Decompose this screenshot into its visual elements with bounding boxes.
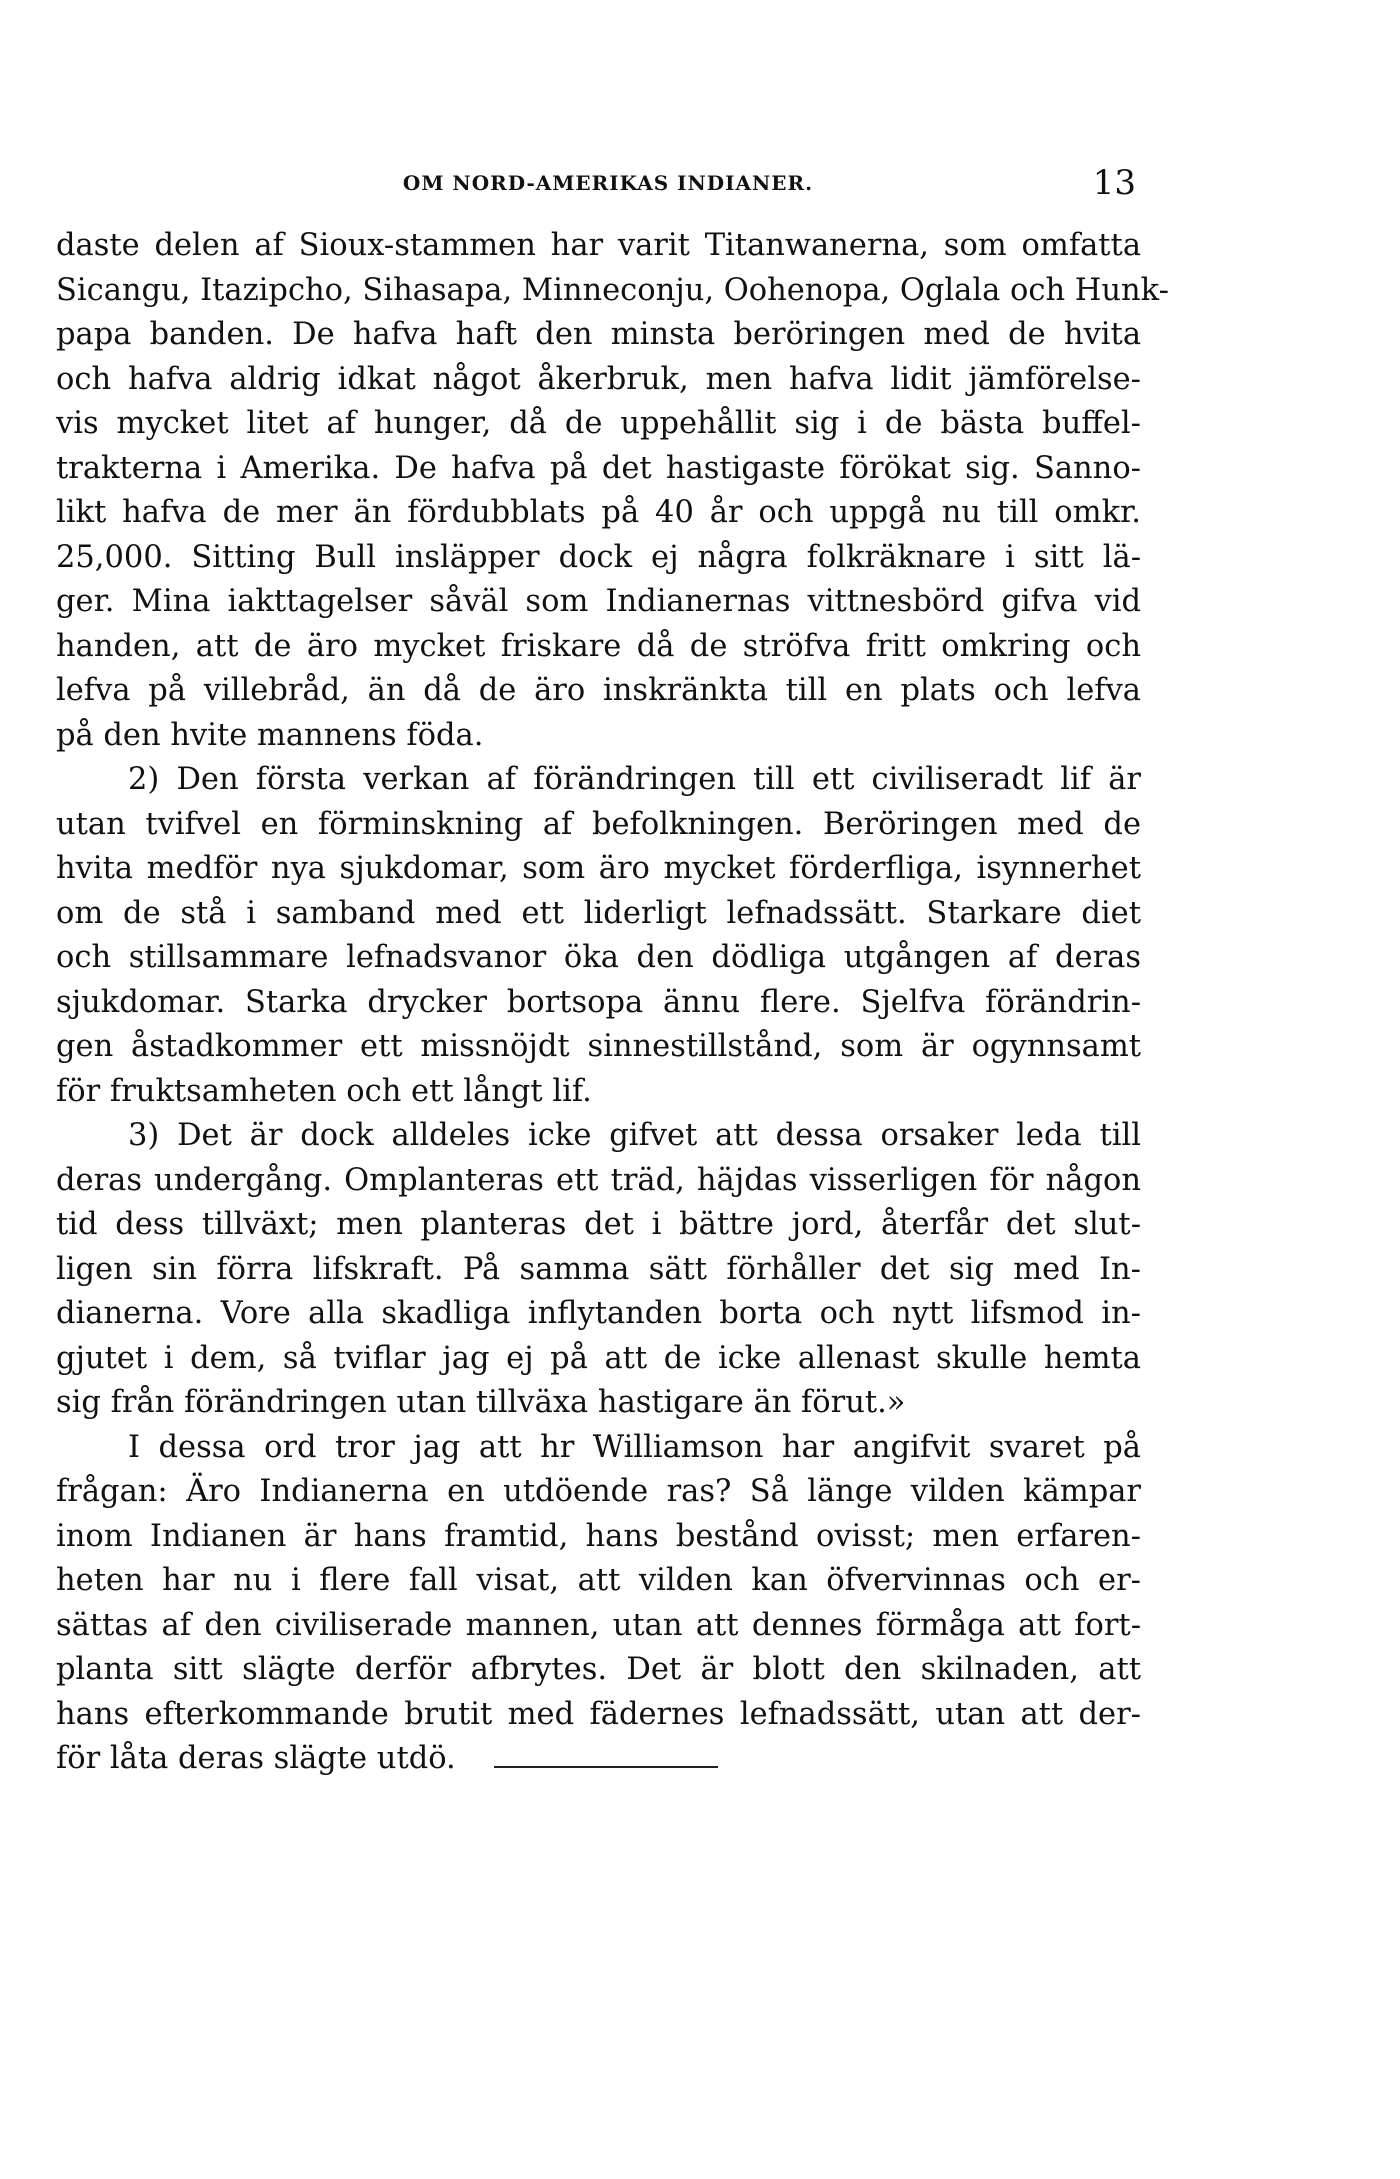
- text-line: trakterna i Amerika. De hafva på det hastigaste förökat sig. Sanno-: [56, 450, 1141, 486]
- text-line: tid dess tillväxt; men planteras det i bättre jord, återfår det slut-: [56, 1207, 1141, 1242]
- text-line: frågan: Äro Indianerna en utdöende ras? Så länge vilden kämpar: [56, 1474, 1141, 1509]
- text-line: sättas af den civiliserade mannen, utan att dennes förmåga att fort-: [56, 1607, 1141, 1643]
- text-line: heten har nu i flere fall visat, att vilden kan öfvervinnas och er-: [56, 1563, 1141, 1598]
- text-line: I dessa ord tror jag att hr Williamson har angifvit svaret på: [128, 1429, 1141, 1465]
- text-line: hans efterkommande brutit med fädernes lefnadssätt, utan att der-: [56, 1696, 1141, 1732]
- text-line: planta sitt slägte derför afbrytes. Det är blott den skilnaden, att: [56, 1652, 1141, 1687]
- body-text: [56, 224, 1169, 1782]
- text-line: sig från förändringen utan tillväxa hastigare än förut.»: [56, 1385, 906, 1420]
- text-line: deras undergång. Omplanteras ett träd, häjdas visserligen för någon: [56, 1162, 1141, 1198]
- text-line: för låta deras slägte utdö.: [56, 1741, 456, 1776]
- text-line: hvita medför nya sjukdomar, som äro mycket förderfliga, isynnerhet: [56, 851, 1141, 886]
- text-line: utan tvifvel en förminskning af befolkningen. Beröringen med de: [56, 806, 1141, 842]
- text-line: dianerna. Vore alla skadliga inflytanden borta och nytt lifsmod in-: [56, 1296, 1141, 1331]
- text-line: och hafva aldrig idkat något åkerbruk, men hafva lidit jämförelse-: [56, 361, 1141, 397]
- text-line: 25,000. Sitting Bull insläpper dock ej några folkräknare i sitt lä-: [56, 539, 1141, 575]
- text-line: gjutet i dem, så tviflar jag ej på att de icke allenast skulle hemta: [56, 1340, 1141, 1376]
- text-line: lefva på villebråd, än då de äro inskränkta till en plats och lefva: [56, 673, 1141, 708]
- text-line: vis mycket litet af hunger, då de uppehållit sig i de bästa buffel-: [56, 406, 1141, 441]
- running-title: OM NORD-AMERIKAS INDIANER.: [402, 171, 814, 195]
- page-number: 13: [1092, 163, 1136, 203]
- text-line: daste delen af Sioux-stammen har varit Titanwanerna, som omfatta: [56, 228, 1141, 263]
- text-line: för fruktsamheten och ett långt lif.: [56, 1073, 592, 1109]
- text-line: på den hvite mannens föda.: [56, 717, 484, 753]
- text-line: sjukdomar. Starka drycker bortsopa ännu flere. Sjelfva förändrin-: [56, 984, 1141, 1020]
- text-line: ger. Mina iakttagelser såväl som Indianernas vittnesbörd gifva vid: [56, 584, 1141, 619]
- text-line: gen åstadkommer ett missnöjdt sinnestillstånd, som är ogynnsamt: [56, 1029, 1141, 1064]
- text-line: Sicangu, Itazipcho, Sihasapa, Minneconju, Oohenopa, Oglala och Hunk-: [56, 272, 1169, 308]
- text-line: 2) Den första verkan af förändringen till ett civiliseradt lif är: [128, 762, 1141, 797]
- text-line: 3) Det är dock alldeles icke gifvet att dessa orsaker leda till: [128, 1118, 1141, 1153]
- text-line: inom Indianen är hans framtid, hans bestånd ovisst; men erfaren-: [56, 1518, 1141, 1554]
- text-line: om de stå i samband med ett liderligt lefnadssätt. Starkare diet: [56, 895, 1141, 931]
- text-line: papa banden. De hafva haft den minsta beröringen med de hvita: [56, 317, 1141, 352]
- text-line: likt hafva de mer än fördubblats på 40 år och uppgå nu till omkr.: [56, 495, 1141, 530]
- text-line: handen, att de äro mycket friskare då de ströfva fritt omkring och: [56, 628, 1141, 664]
- running-head: [80, 163, 1136, 203]
- section-end-rule: [494, 1766, 718, 1768]
- text-line: och stillsammare lefnadsvanor öka den dödliga utgången af deras: [56, 940, 1141, 975]
- text-line: ligen sin förra lifskraft. På samma sätt förhåller det sig med In-: [56, 1251, 1141, 1287]
